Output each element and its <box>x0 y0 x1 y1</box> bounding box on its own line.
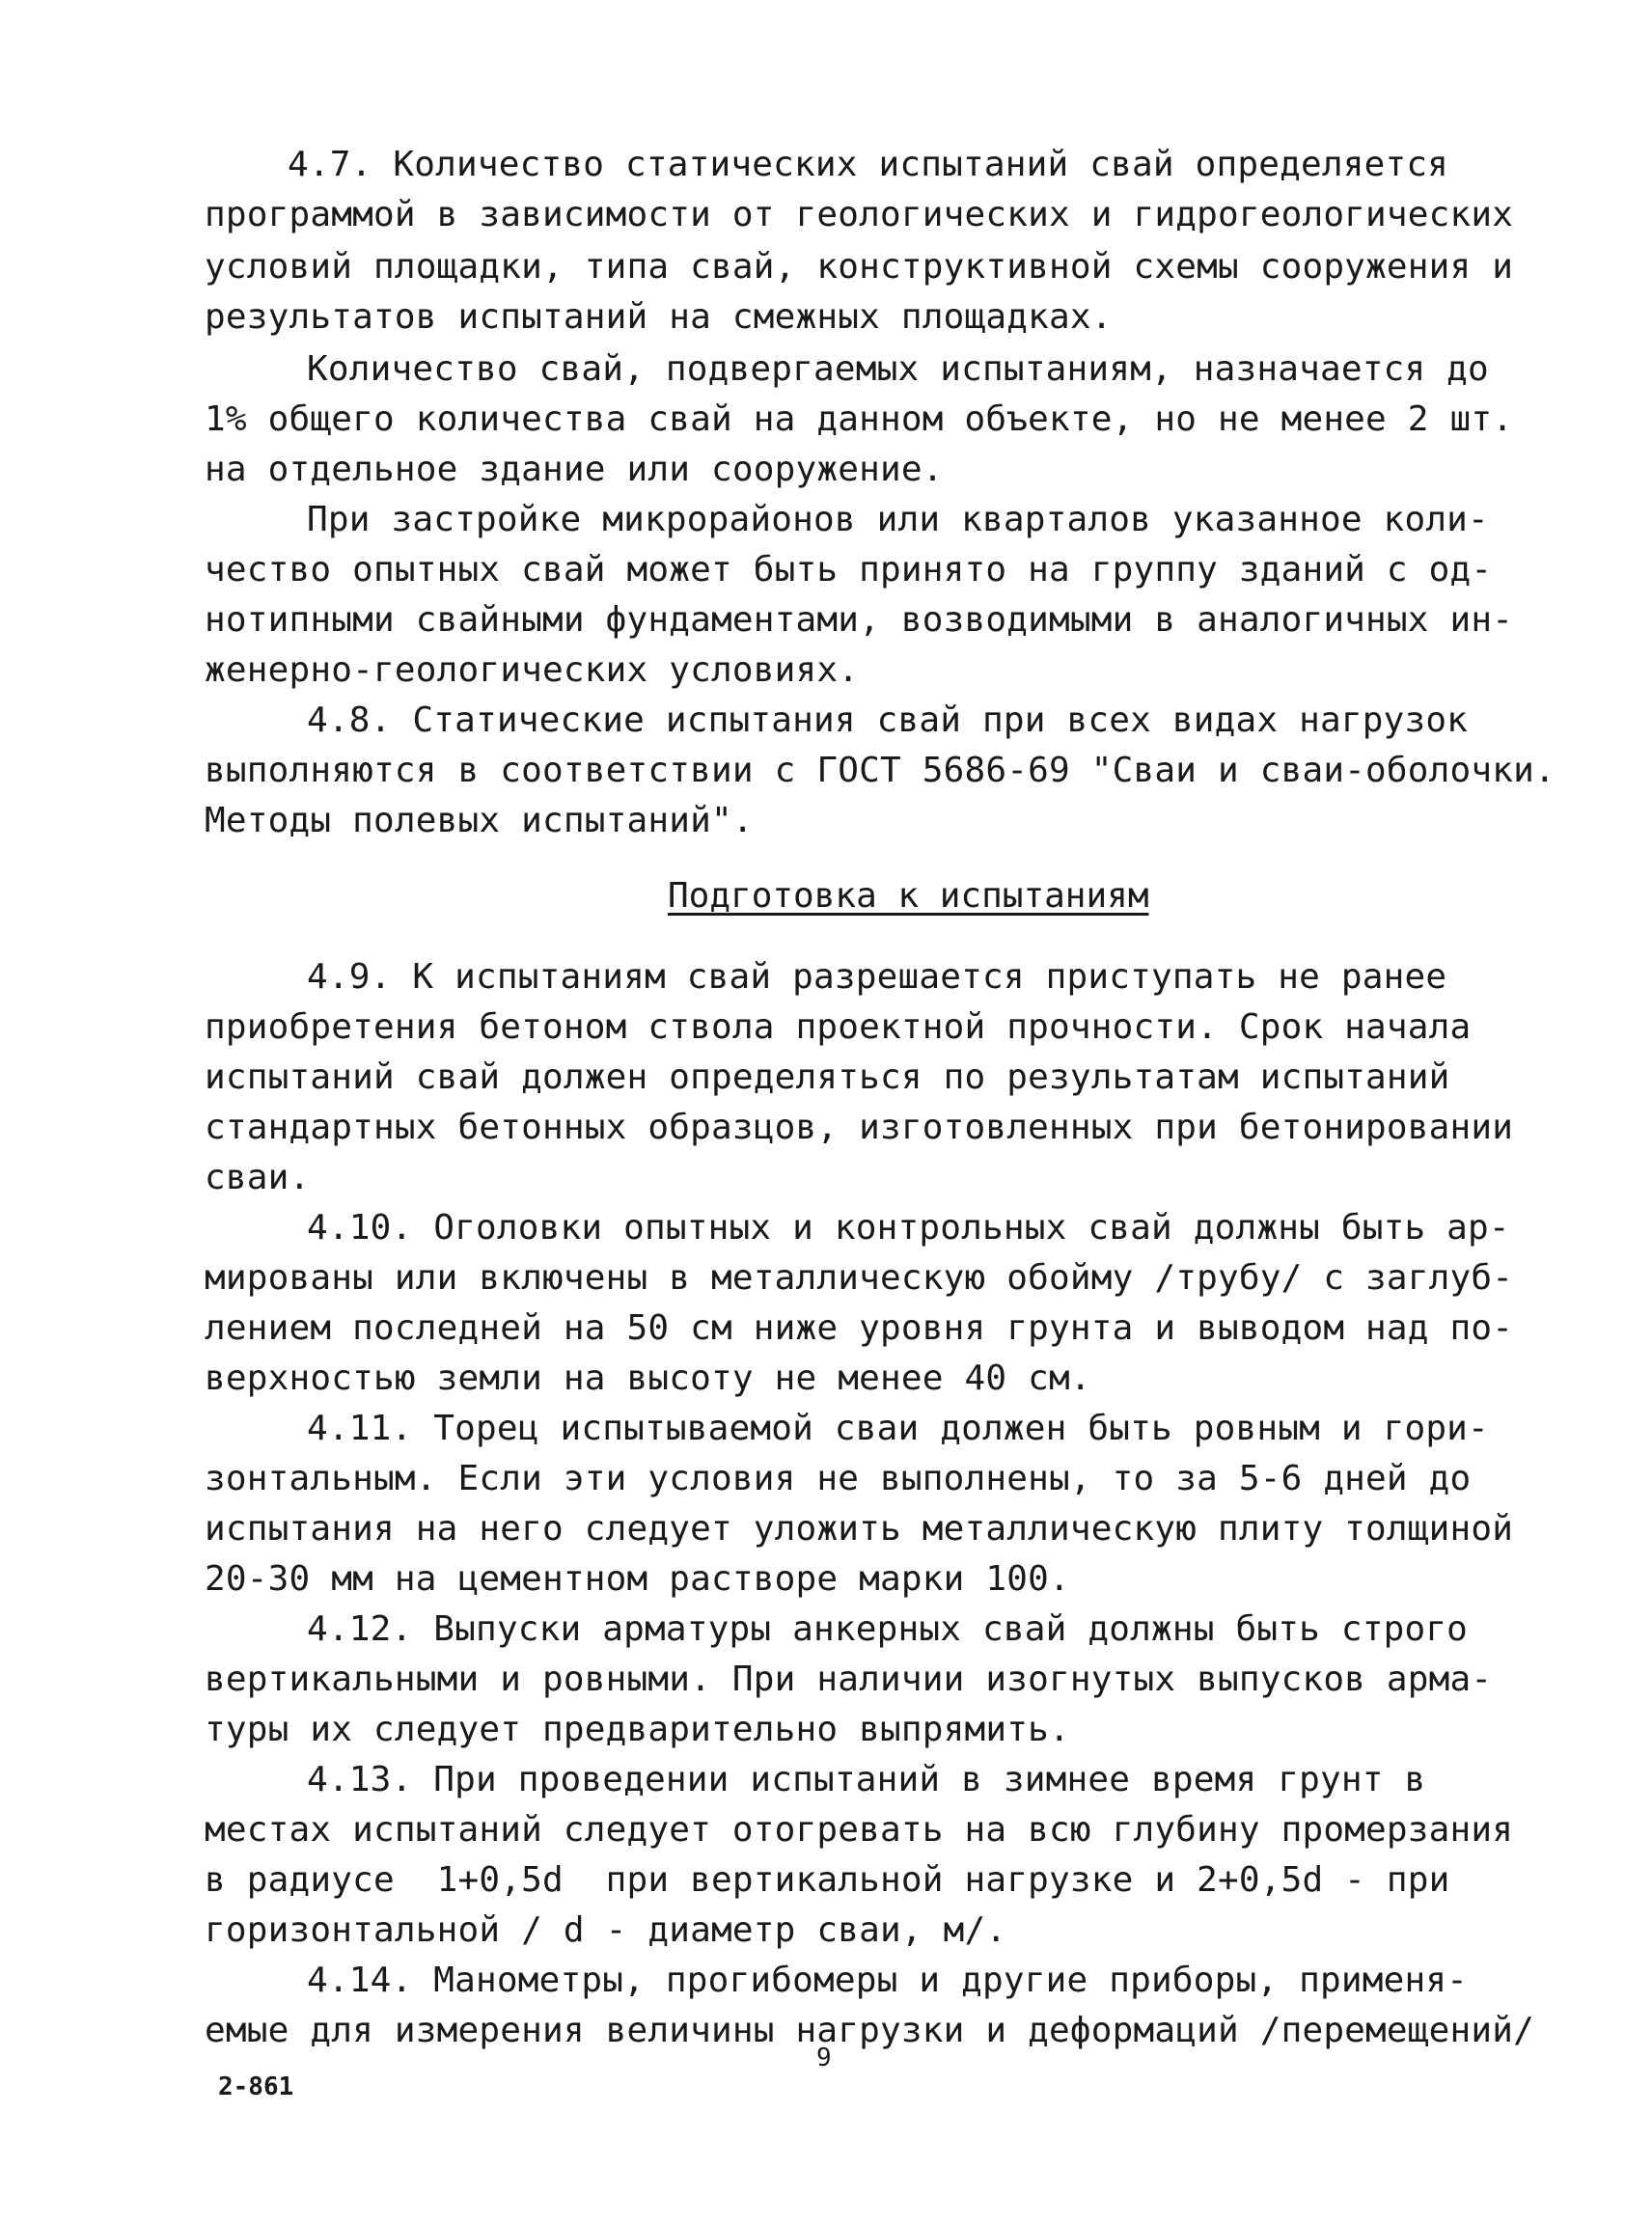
p4-13-line-3: в радиусе 1+0,5d при вертикальной нагрузке и 2+0,5d - при <box>205 1860 1450 1900</box>
p4-12-line-1: 4.12. Выпуски арматуры анкерных свай должны быть строго <box>307 1609 1469 1649</box>
p4-7c-line-2: чество опытных свай может быть принято на группу зданий с од- <box>205 550 1493 590</box>
p4-11-line-1: 4.11. Торец испытываемой сваи должен быть ровным и гори- <box>307 1409 1489 1448</box>
p4-7-line-4: результатов испытаний на смежных площадках. <box>205 297 1113 337</box>
p4-10-line-3: лением последней на 50 см ниже уровня грунта и выводом над по- <box>205 1308 1514 1348</box>
p4-10-line-4: верхностью земли на высоту не менее 40 см. <box>205 1358 1091 1398</box>
section-heading: Подготовка к испытаниям <box>668 876 1149 916</box>
p4-7b-line-3: на отдельное здание или сооружение. <box>205 450 944 489</box>
page-number: 9 <box>816 2044 832 2072</box>
p4-7b-line-1: Количество свай, подвергаемых испытаниям, назначается до <box>307 349 1489 389</box>
p4-7c-line-1: При застройке микрорайонов или кварталов указанное коли- <box>307 500 1489 539</box>
p4-7b-line-2: 1% общего количества свай на данном объекте, но не менее 2 шт. <box>205 399 1514 439</box>
p4-11-line-3: испытания на него следует уложить металлическую плиту толщиной <box>205 1509 1514 1549</box>
p4-8-line-1: 4.8. Статические испытания свай при всех видах нагрузок <box>307 700 1469 740</box>
p4-12-line-3: туры их следует предварительно выпрямить. <box>205 1710 1070 1749</box>
p4-11-line-2: зонтальным. Если эти условия не выполнены, то за 5-6 дней до <box>205 1459 1472 1498</box>
p4-11-line-4: 20-30 мм на цементном растворе марки 100. <box>205 1559 1070 1599</box>
p4-8-line-2: выполняются в соответствии с ГОСТ 5686-69 "Сваи и сваи-оболочки. <box>205 751 1556 790</box>
p4-7-line-2: программой в зависимости от геологических и гидрогеологических <box>205 195 1514 234</box>
p4-13-line-2: местах испытаний следует отогревать на всю глубину промерзания <box>205 1810 1514 1850</box>
p4-14-line-2: емые для измерения величины нагрузки и деформаций /перемещений/ <box>205 2011 1535 2050</box>
p4-9-line-1: 4.9. К испытаниям свай разрешается приступать не ранее <box>307 957 1447 997</box>
p4-10-line-2: мированы или включены в металлическую обойму /трубу/ с заглуб- <box>205 1258 1514 1298</box>
p4-9-line-4: стандартных бетонных образцов, изготовленных при бетонировании <box>205 1108 1514 1147</box>
p4-12-line-2: вертикальными и ровными. При наличии изогнутых выпусков арма- <box>205 1660 1493 1699</box>
p4-9-line-3: испытаний свай должен определяться по результатам испытаний <box>205 1057 1450 1097</box>
p4-9-line-2: приобретения бетоном ствола проектной прочности. Срок начала <box>205 1007 1472 1047</box>
p4-10-line-1: 4.10. Оголовки опытных и контрольных свай должны быть ар- <box>307 1208 1510 1248</box>
p4-13-line-4: горизонтальной / d - диаметр сваи, м/. <box>205 1910 1007 1950</box>
p4-14-line-1: 4.14. Манометры, прогибомеры и другие приборы, применя- <box>307 1961 1469 2000</box>
p4-13-line-1: 4.13. При проведении испытаний в зимнее время грунт в <box>307 1760 1426 1799</box>
document-code: 2-861 <box>218 2072 294 2101</box>
p4-7-line-3: условий площадки, типа свай, конструктивной схемы сооружения и <box>205 247 1514 287</box>
p4-7c-line-3: нотипными свайными фундаментами, возводимыми в аналогичных ин- <box>205 600 1514 640</box>
p4-8-line-3: Методы полевых испытаний". <box>205 801 754 840</box>
p4-7c-line-4: женерно-геологических условиях. <box>205 650 860 690</box>
p4-7-line-1: 4.7. Количество статических испытаний свай определяется <box>288 145 1449 184</box>
p4-9-line-5: сваи. <box>205 1158 311 1197</box>
